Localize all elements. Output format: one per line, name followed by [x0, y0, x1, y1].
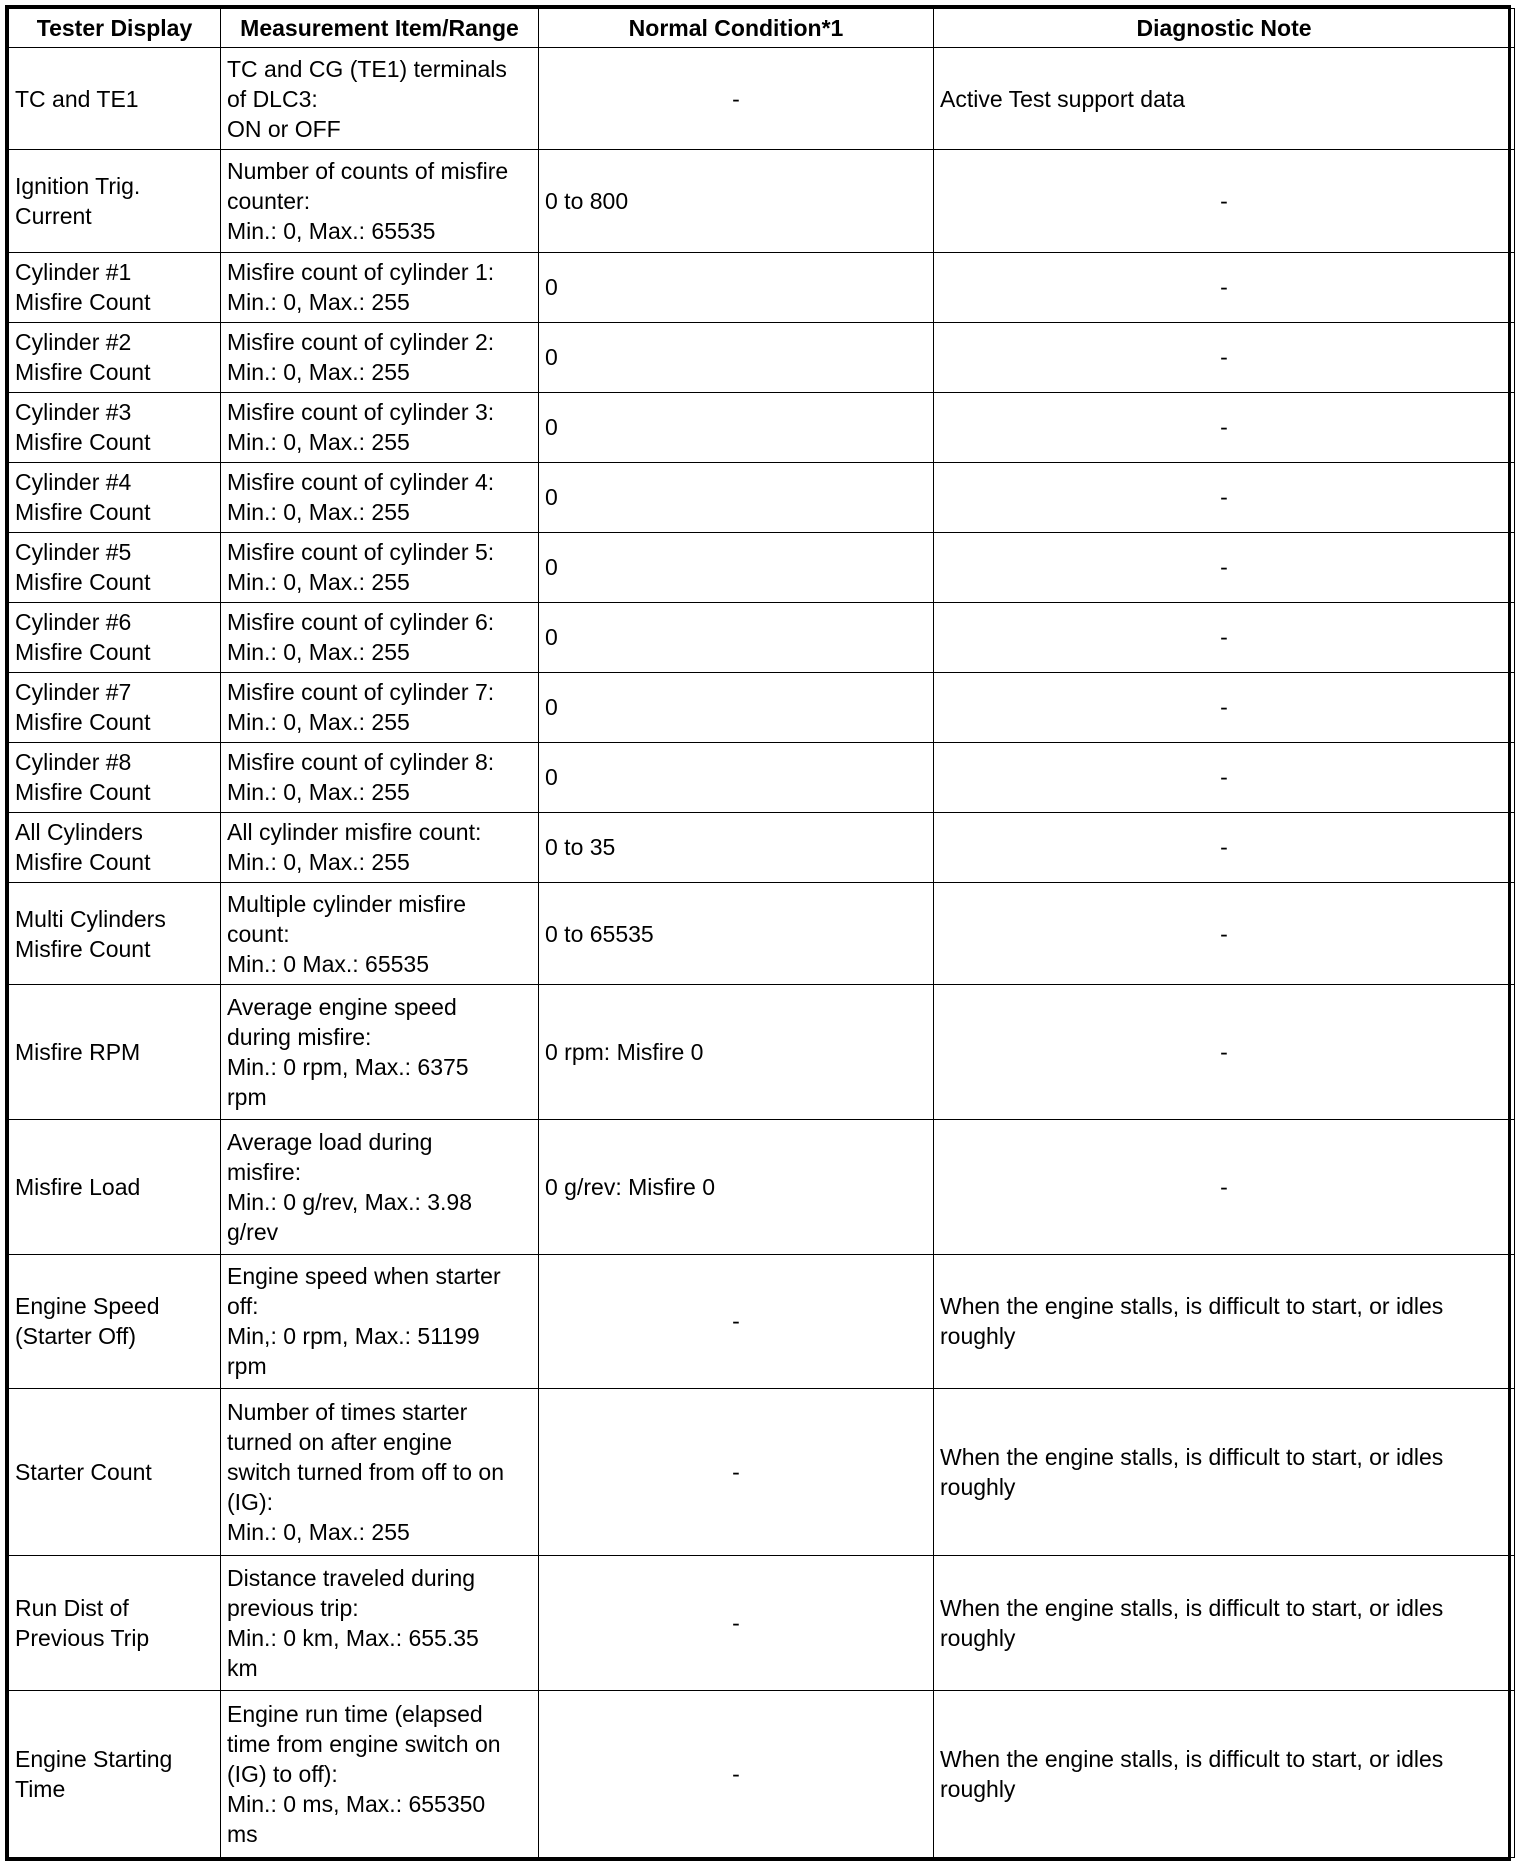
- measurement-range-line: Misfire count of cylinder 3:: [227, 399, 495, 426]
- measurement-range-line: off:: [227, 1293, 259, 1320]
- measurement-range-line: Misfire count of cylinder 8:: [227, 749, 495, 776]
- normal-condition-cell: 0: [539, 602, 934, 672]
- tester-display-line: All Cylinders: [15, 819, 143, 846]
- header-diagnostic-note: Diagnostic Note: [934, 9, 1515, 48]
- diagnostic-note-cell: -: [934, 532, 1515, 602]
- tester-display-line: Cylinder #4: [15, 469, 132, 496]
- tester-display-line: Misfire Count: [15, 779, 151, 806]
- measurement-range-cell: [221, 742, 539, 812]
- tester-display-line: Ignition Trig.: [15, 173, 141, 200]
- table-row: [9, 252, 1515, 322]
- normal-condition-cell: 0 to 800: [539, 150, 934, 252]
- measurement-range-line: Min.: 0, Max.: 255: [227, 499, 410, 526]
- tester-display-line: (Starter Off): [15, 1323, 136, 1350]
- normal-condition-cell: 0: [539, 322, 934, 392]
- tester-display-line: Cylinder #2: [15, 329, 132, 356]
- measurement-range-cell: [221, 1556, 539, 1691]
- diagnostic-note-cell: -: [934, 150, 1515, 252]
- measurement-range-line: ms: [227, 1820, 258, 1847]
- tester-display-cell: [9, 1254, 221, 1389]
- tester-display-line: Run Dist of: [15, 1595, 129, 1621]
- measurement-range-line: g/rev: [227, 1218, 279, 1245]
- measurement-range-cell: [221, 882, 539, 984]
- tester-display-cell: [9, 1556, 221, 1691]
- tester-display-line: Cylinder #6: [15, 609, 132, 636]
- diagnostic-note-cell: -: [934, 812, 1515, 882]
- normal-condition-cell: -: [539, 1254, 934, 1389]
- tester-display-line: Misfire Count: [15, 289, 151, 316]
- table-row: [9, 1119, 1515, 1254]
- data-list-table-frame: [5, 5, 1511, 1861]
- table-row: [9, 462, 1515, 532]
- tester-display-line: Misfire Count: [15, 569, 151, 596]
- measurement-range-line: Misfire count of cylinder 4:: [227, 469, 495, 496]
- tester-display-line: Cylinder #7: [15, 679, 132, 706]
- measurement-range-line: Min.: 0 km, Max.: 655.35: [227, 1625, 479, 1651]
- tester-display-line: Engine Speed: [15, 1293, 160, 1320]
- normal-condition-cell: -: [539, 1556, 934, 1691]
- normal-condition-cell: -: [539, 48, 934, 150]
- measurement-range-line: previous trip:: [227, 1595, 359, 1621]
- normal-condition-cell: 0 to 65535: [539, 882, 934, 984]
- measurement-range-line: Distance traveled during: [227, 1565, 476, 1591]
- measurement-range-line: Misfire count of cylinder 2:: [227, 329, 495, 356]
- table-row: [9, 812, 1515, 882]
- table-row: [9, 985, 1515, 1120]
- diagnostic-note-cell: -: [934, 252, 1515, 322]
- normal-condition-cell: 0: [539, 742, 934, 812]
- data-list-table: [8, 8, 1515, 1858]
- measurement-range-line: Misfire count of cylinder 7:: [227, 679, 495, 706]
- tester-display-line: Misfire Count: [15, 499, 151, 526]
- table-row: [9, 742, 1515, 812]
- measurement-range-line: rpm: [227, 1084, 267, 1110]
- table-row: [9, 322, 1515, 392]
- diagnostic-note-cell: -: [934, 672, 1515, 742]
- measurement-range-line: misfire:: [227, 1158, 302, 1185]
- diagnostic-note-cell: Active Test support data: [934, 48, 1515, 150]
- diagnostic-note-cell: When the engine stalls, is difficult to start, or idles roughly: [934, 1690, 1515, 1857]
- measurement-range-line: (IG) to off):: [227, 1760, 338, 1787]
- measurement-range-cell: [221, 1119, 539, 1254]
- normal-condition-cell: 0 to 35: [539, 812, 934, 882]
- diagnostic-note-cell: -: [934, 392, 1515, 462]
- diagnostic-note-cell: -: [934, 322, 1515, 392]
- measurement-range-line: Engine speed when starter: [227, 1263, 501, 1290]
- measurement-range-line: Min.: 0, Max.: 65535: [227, 218, 436, 245]
- tester-display-cell: [9, 602, 221, 672]
- tester-display-line: Misfire Count: [15, 849, 151, 876]
- table-row: [9, 1556, 1515, 1691]
- measurement-range-line: Min.: 0, Max.: 255: [227, 429, 410, 456]
- tester-display-line: Misfire Count: [15, 359, 151, 386]
- tester-display-cell: [9, 48, 221, 150]
- measurement-range-cell: [221, 1254, 539, 1389]
- measurement-range-line: Min.: 0, Max.: 255: [227, 569, 410, 596]
- tester-display-cell: [9, 812, 221, 882]
- measurement-range-line: Min,: 0 rpm, Max.: 51199: [227, 1323, 480, 1350]
- diagnostic-note-cell: -: [934, 985, 1515, 1120]
- normal-condition-cell: 0 rpm: Misfire 0: [539, 985, 934, 1120]
- tester-display-cell: [9, 882, 221, 984]
- table-row: [9, 602, 1515, 672]
- header-row: [9, 9, 1515, 48]
- measurement-range-cell: [221, 602, 539, 672]
- measurement-range-line: turned on after engine: [227, 1429, 453, 1456]
- tester-display-line: Starter Count: [15, 1459, 152, 1486]
- normal-condition-cell: 0: [539, 252, 934, 322]
- diagnostic-note-cell: -: [934, 1119, 1515, 1254]
- table-row: [9, 150, 1515, 252]
- diagnostic-note-cell: -: [934, 742, 1515, 812]
- measurement-range-cell: [221, 1690, 539, 1857]
- measurement-range-line: Misfire count of cylinder 6:: [227, 609, 495, 636]
- measurement-range-line: Min.: 0, Max.: 255: [227, 289, 410, 316]
- diagnostic-note-cell: When the engine stalls, is difficult to start, or idles roughly: [934, 1389, 1515, 1556]
- measurement-range-line: time from engine switch on: [227, 1730, 501, 1757]
- tester-display-line: Misfire Count: [15, 935, 151, 962]
- normal-condition-cell: -: [539, 1690, 934, 1857]
- normal-condition-cell: 0 g/rev: Misfire 0: [539, 1119, 934, 1254]
- tester-display-line: Cylinder #8: [15, 749, 132, 776]
- tester-display-cell: [9, 392, 221, 462]
- measurement-range-cell: [221, 150, 539, 252]
- tester-display-cell: [9, 672, 221, 742]
- table-row: [9, 882, 1515, 984]
- measurement-range-line: Min.: 0, Max.: 255: [227, 1519, 410, 1546]
- measurement-range-line: Min.: 0, Max.: 255: [227, 849, 410, 876]
- measurement-range-line: counter:: [227, 188, 311, 215]
- tester-display-line: Misfire Count: [15, 709, 151, 736]
- measurement-range-line: switch turned from off to on: [227, 1459, 504, 1486]
- tester-display-cell: [9, 1389, 221, 1556]
- measurement-range-line: count:: [227, 920, 290, 947]
- table-row: [9, 1690, 1515, 1857]
- tester-display-cell: [9, 1690, 221, 1857]
- table-row: [9, 1254, 1515, 1389]
- measurement-range-line: Misfire count of cylinder 1:: [227, 259, 495, 286]
- measurement-range-line: Multiple cylinder misfire: [227, 890, 467, 917]
- measurement-range-line: Number of times starter: [227, 1399, 468, 1426]
- normal-condition-cell: 0: [539, 392, 934, 462]
- measurement-range-cell: [221, 322, 539, 392]
- measurement-range-line: Misfire count of cylinder 5:: [227, 539, 495, 566]
- tester-display-cell: [9, 532, 221, 602]
- measurement-range-line: Min.: 0, Max.: 255: [227, 359, 410, 386]
- tester-display-cell: [9, 742, 221, 812]
- header-normal-condition: Normal Condition*1: [539, 9, 934, 48]
- tester-display-line: Misfire Load: [15, 1173, 141, 1200]
- tester-display-cell: [9, 252, 221, 322]
- measurement-range-cell: [221, 48, 539, 150]
- measurement-range-line: Average load during: [227, 1128, 433, 1155]
- measurement-range-line: Average engine speed: [227, 994, 457, 1020]
- tester-display-cell: [9, 985, 221, 1120]
- tester-display-cell: [9, 322, 221, 392]
- tester-display-cell: [9, 150, 221, 252]
- measurement-range-line: of DLC3:: [227, 85, 318, 112]
- measurement-range-cell: [221, 532, 539, 602]
- tester-display-line: Misfire Count: [15, 429, 151, 456]
- header-tester-display: Tester Display: [9, 9, 221, 48]
- table-row: [9, 532, 1515, 602]
- measurement-range-line: Min.: 0, Max.: 255: [227, 709, 410, 736]
- normal-condition-cell: 0: [539, 532, 934, 602]
- normal-condition-cell: 0: [539, 462, 934, 532]
- tester-display-cell: [9, 1119, 221, 1254]
- measurement-range-line: Engine run time (elapsed: [227, 1700, 483, 1727]
- tester-display-line: Cylinder #1: [15, 259, 132, 286]
- tester-display-line: Cylinder #3: [15, 399, 132, 426]
- measurement-range-line: ON or OFF: [227, 115, 341, 142]
- measurement-range-line: Min.: 0, Max.: 255: [227, 779, 410, 806]
- tester-display-line: Time: [15, 1775, 66, 1802]
- measurement-range-cell: [221, 812, 539, 882]
- tester-display-line: Cylinder #5: [15, 539, 132, 566]
- tester-display-line: Misfire Count: [15, 639, 151, 666]
- table-row: [9, 1389, 1515, 1556]
- tester-display-line: Current: [15, 203, 92, 230]
- normal-condition-cell: 0: [539, 672, 934, 742]
- measurement-range-line: Min.: 0 g/rev, Max.: 3.98: [227, 1188, 473, 1215]
- measurement-range-cell: [221, 462, 539, 532]
- diagnostic-note-cell: -: [934, 462, 1515, 532]
- measurement-range-cell: [221, 1389, 539, 1556]
- measurement-range-line: rpm: [227, 1353, 267, 1380]
- measurement-range-line: Min.: 0, Max.: 255: [227, 639, 410, 666]
- table-row: [9, 392, 1515, 462]
- tester-display-line: Previous Trip: [15, 1625, 150, 1651]
- table-row: [9, 672, 1515, 742]
- measurement-range-cell: [221, 672, 539, 742]
- measurement-range-line: km: [227, 1655, 258, 1681]
- tester-display-line: Misfire RPM: [15, 1039, 141, 1065]
- tester-display-line: TC and TE1: [15, 85, 139, 112]
- diagnostic-note-cell: -: [934, 882, 1515, 984]
- measurement-range-line: Number of counts of misfire: [227, 158, 509, 185]
- measurement-range-line: (IG):: [227, 1489, 273, 1516]
- measurement-range-line: during misfire:: [227, 1024, 372, 1050]
- measurement-range-line: All cylinder misfire count:: [227, 819, 482, 846]
- measurement-range-line: Min.: 0 ms, Max.: 655350: [227, 1790, 486, 1817]
- measurement-range-cell: [221, 252, 539, 322]
- measurement-range-line: TC and CG (TE1) terminals: [227, 55, 507, 82]
- table-row: [9, 48, 1515, 150]
- header-measurement-item-range: Measurement Item/Range: [221, 9, 539, 48]
- measurement-range-cell: [221, 392, 539, 462]
- tester-display-line: Engine Starting: [15, 1745, 173, 1772]
- measurement-range-line: Min.: 0 rpm, Max.: 6375: [227, 1054, 469, 1080]
- tester-display-cell: [9, 462, 221, 532]
- normal-condition-cell: -: [539, 1389, 934, 1556]
- tester-display-line: Multi Cylinders: [15, 905, 166, 932]
- diagnostic-note-cell: When the engine stalls, is difficult to start, or idles roughly: [934, 1254, 1515, 1389]
- measurement-range-line: Min.: 0 Max.: 65535: [227, 950, 429, 977]
- measurement-range-cell: [221, 985, 539, 1120]
- diagnostic-note-cell: When the engine stalls, is difficult to start, or idles roughly: [934, 1556, 1515, 1691]
- diagnostic-note-cell: -: [934, 602, 1515, 672]
